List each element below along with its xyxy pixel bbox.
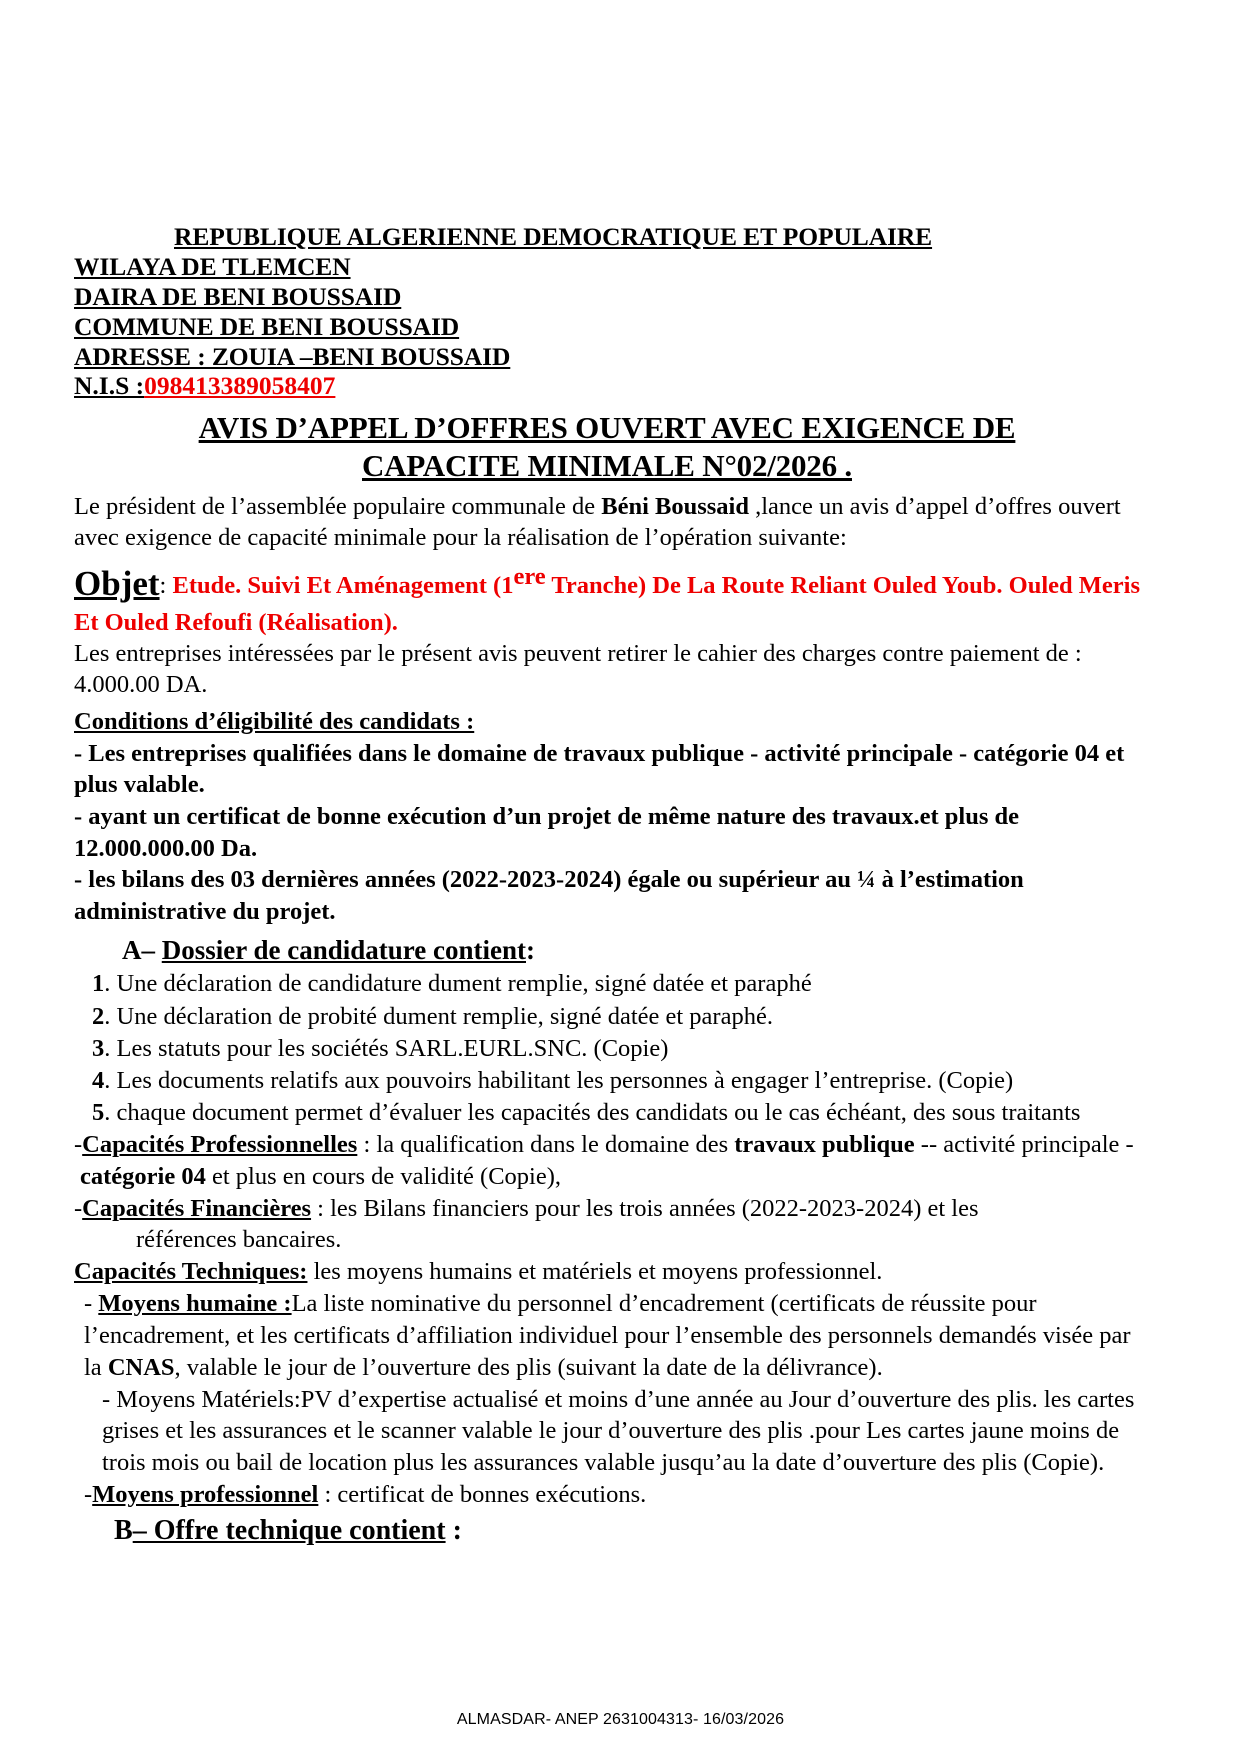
- header-republic-text: REPUBLIQUE ALGERIENNE DEMOCRATIQUE ET POPULAIRE: [174, 222, 933, 251]
- cap-prof-t3: et plus en cours de validité (Copie),: [205, 1162, 561, 1190]
- list-item: [74, 1097, 1140, 1129]
- list-item-number: 2: [92, 1002, 105, 1030]
- capacites-professionnelles: [74, 1129, 1140, 1193]
- moy-pro-dash: -: [84, 1481, 93, 1509]
- header-commune: [74, 312, 1140, 342]
- intro-after: ,lance un avis d’appel d’offres ouvert avec exigence de capacité minimale pour la réalisation de l’opération suivante:: [74, 492, 1121, 552]
- section-a-prefix: A–: [122, 935, 162, 966]
- section-a-title: Dossier de candidature contient: [161, 935, 526, 966]
- moy-pro-text: : certificat de bonnes exécutions.: [318, 1481, 647, 1509]
- objet-separator: :: [159, 572, 173, 600]
- conditions-heading-text: Conditions d’éligibilité des candidats :: [74, 707, 475, 735]
- header-wilaya-text: WILAYA DE TLEMCEN: [74, 252, 351, 282]
- moyens-professionnel: [74, 1479, 1140, 1511]
- page-title-line2: CAPACITE MINIMALE N°02/2026 .: [362, 448, 852, 484]
- cahier-paragraph: Les entreprises intéressées par le présent avis peuvent retirer le cahier des charges contre paiement de : 4.000.00 DA.: [74, 639, 1082, 699]
- moy-hum-dash: -: [84, 1290, 99, 1318]
- objet-text-part2: Tranche) De La Route Reliant Ouled Youb. Ouled Meris Et Ouled Refoufi (Réalisation).: [74, 572, 1140, 636]
- section-b-heading: [74, 1513, 1140, 1549]
- moyens-humains: [74, 1288, 1140, 1384]
- objet-superscript: ere: [513, 563, 546, 591]
- objet-text-part1: Etude. Suivi Et Aménagement (1: [172, 572, 514, 600]
- condition-item-3: - les bilans des 03 dernières années (2022-2023-2024) égale ou supérieur au ¼ à l’estimation administrative du projet.: [74, 866, 1024, 925]
- nis-value: 098413389058407: [144, 371, 336, 401]
- list-item-text: . Les statuts pour les sociétés SARL.EURL.SNC. (Copie): [104, 1034, 669, 1062]
- intro-paragraph: [74, 491, 1140, 554]
- list-item: [74, 1065, 1140, 1097]
- section-b-colon: :: [445, 1515, 462, 1547]
- section-b-prefix: B: [114, 1515, 133, 1547]
- list-item-number: 1: [92, 970, 105, 998]
- moy-mat-label: Moyens Matériels:: [116, 1385, 301, 1413]
- header-republic: [74, 222, 1140, 252]
- list-item-text: . Les documents relatifs aux pouvoirs habilitant les personnes à engager l’entreprise. (Copie): [104, 1066, 1014, 1094]
- capacites-financieres: [74, 1193, 1140, 1225]
- objet-label: Objet: [74, 564, 160, 604]
- cap-fin-text: : les Bilans financiers pour les trois années (2022-2023-2024) et les: [311, 1194, 979, 1222]
- objet-block: [74, 561, 1140, 638]
- cap-fin-dash: -: [74, 1194, 83, 1222]
- list-item-number: 4: [92, 1066, 105, 1094]
- list-item-text: . Une déclaration de candidature dument remplie, signé datée et paraphé: [104, 970, 812, 998]
- document-footer: ALMASDAR- ANEP 2631004313- 16/03/2026: [456, 1711, 785, 1728]
- list-item: [74, 1033, 1140, 1065]
- header-wilaya: [74, 252, 1140, 282]
- moy-pro-label: Moyens professionnel: [92, 1481, 319, 1509]
- section-a-colon: :: [526, 935, 535, 966]
- capacites-techniques: [74, 1256, 1140, 1288]
- header-adresse-text: ADRESSE : ZOUIA –BENI BOUSSAID: [74, 341, 511, 371]
- cap-tech-label: Capacités Techniques:: [74, 1258, 308, 1286]
- moy-hum-t2: , valable le jour de l’ouverture des plis (suivant la date de la délivrance).: [174, 1353, 883, 1381]
- cap-tech-text: les moyens humains et matériels et moyens professionnel.: [307, 1258, 883, 1286]
- moy-hum-label: Moyens humaine :: [98, 1290, 292, 1318]
- moy-mat-text: PV d’expertise actualisé et moins d’une année au Jour d’ouverture des plis. les cartes grises et les assurances et le scanner valable le jour d’ouverture des plis .pour Les cartes jaune moins de trois mois ou bail de location plus les assurances valable jusqu’au la date d’ouverture des plis (Copie).: [102, 1385, 1135, 1477]
- list-item-text: . Une déclaration de probité dument remplie, signé datée et paraphé.: [104, 1002, 773, 1030]
- moy-hum-t1: La liste nominative du personnel d’encadrement (certificats de réussite pour l’encadrement, et les certificats d’affiliation individuel pour l’ensemble des personnels demandés visée par la: [84, 1290, 1131, 1381]
- page-title: [74, 409, 1140, 485]
- moyens-materiels: [74, 1384, 1140, 1480]
- list-item: [74, 968, 1140, 1000]
- condition-item-2: - ayant un certificat de bonne exécution d’un projet de même nature des travaux.et plus de 12.000.000.00 Da.: [74, 802, 1020, 862]
- page-title-line1: AVIS D’APPEL D’OFFRES OUVERT AVEC EXIGENCE DE: [198, 410, 1016, 446]
- cap-fin-label: Capacités Financières: [82, 1194, 312, 1222]
- cap-prof-b1: travaux publique: [734, 1130, 915, 1158]
- cap-prof-t1: : la qualification dans le domaine des: [357, 1130, 735, 1158]
- conditions-heading: [74, 706, 1140, 738]
- header-commune-text: COMMUNE DE BENI BOUSSAID: [74, 311, 460, 341]
- cap-prof-dash: -: [74, 1130, 83, 1158]
- section-b-title: – Offre technique contient: [132, 1515, 446, 1547]
- intro-before: Le président de l’assemblée populaire communale de: [74, 492, 602, 520]
- cap-prof-b2: catégorie 04: [80, 1162, 206, 1190]
- condition-item-1: - Les entreprises qualifiées dans le domaine de travaux publique - activité principale - catégorie 04 et plus valable.: [74, 739, 1125, 799]
- list-item: [74, 1001, 1140, 1033]
- nis-label: N.I.S :: [74, 371, 145, 401]
- list-item-number: 3: [92, 1034, 105, 1062]
- moy-mat-dash: -: [102, 1385, 117, 1413]
- document-body: [74, 222, 1140, 1549]
- header-daira-text: DAIRA DE BENI BOUSSAID: [74, 281, 402, 311]
- section-a-heading: [74, 933, 1140, 968]
- moy-hum-cnas: CNAS: [107, 1353, 175, 1381]
- list-item-text: . chaque document permet d’évaluer les capacités des candidats ou le cas échéant, des sous traitants: [104, 1098, 1081, 1126]
- header-adresse: [74, 342, 1140, 372]
- header-nis: [74, 371, 1140, 401]
- cap-fin-continuation: références bancaires.: [136, 1226, 342, 1254]
- header-daira: [74, 282, 1140, 312]
- cap-prof-t2: -- activité principale -: [914, 1130, 1134, 1158]
- cap-prof-label: Capacités Professionnelles: [82, 1130, 358, 1158]
- list-item-number: 5: [92, 1098, 105, 1126]
- intro-commune-name: Béni Boussaid: [601, 492, 749, 520]
